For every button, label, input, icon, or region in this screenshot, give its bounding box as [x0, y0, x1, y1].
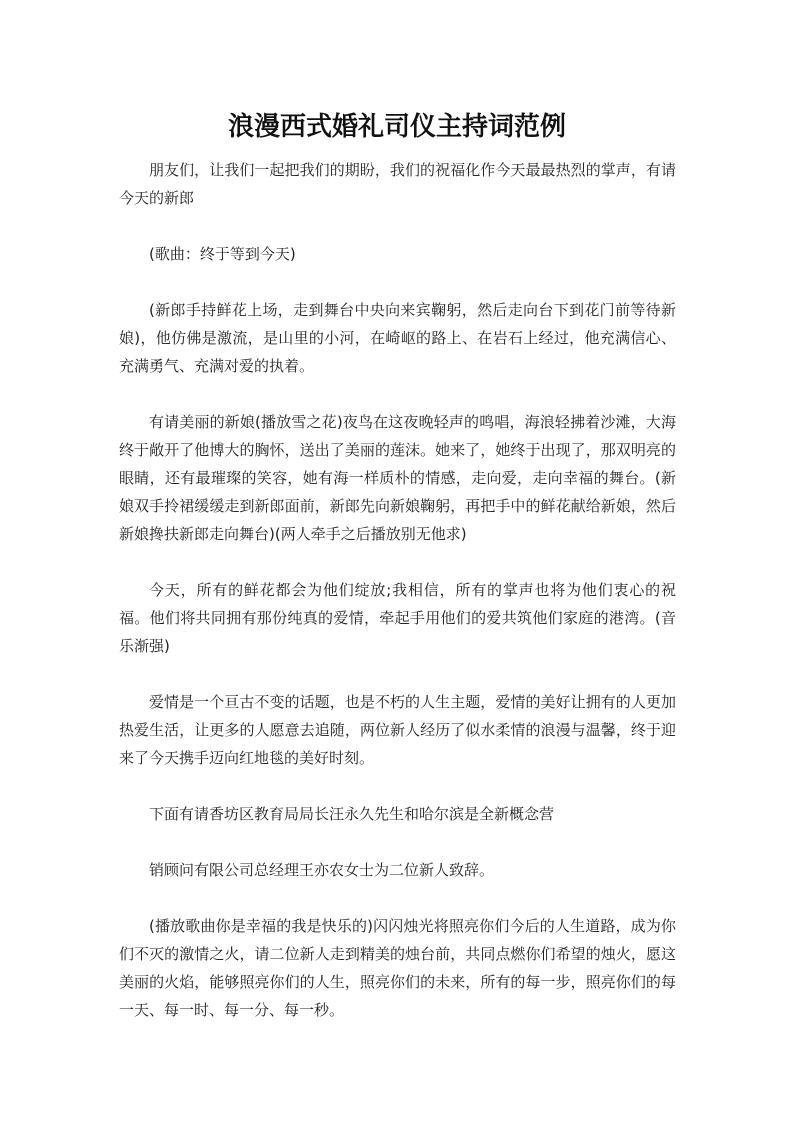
paragraph: (播放歌曲你是幸福的我是快乐的)闪闪烛光将照亮你们今后的人生道路，成为你们不灭的激情之火，请二位新人走到精美的烛台前，共同点燃你们希望的烛火，愿这美丽的火焰，能够照亮你们的人生，照亮你们的未来，所有的每一步，照亮你们的每一天、每一时、每一分、每一秒。: [119, 917, 676, 1019]
paragraph: 朋友们，让我们一起把我们的期盼，我们的祝福化作今天最最热烈的掌声，有请今天的新郎: [119, 161, 676, 207]
paragraph: 今天，所有的鲜花都会为他们绽放;我相信，所有的掌声也将为他们衷心的祝福。他们将共同拥有那份纯真的爱情，牵起手用他们的爱共筑他们家庭的港湾。(音乐渐强): [119, 581, 676, 655]
document-title: 浪漫西式婚礼司仪主持词范例: [227, 112, 566, 142]
paragraph: 爱情是一个亘古不变的话题，也是不朽的人生主题，爱情的美好让拥有的人更加热爱生活，让更多的人愿意去追随，两位新人经历了似水柔情的浪漫与温馨，终于迎来了今天携手迈向红地毯的美好时刻。: [119, 693, 676, 767]
paragraph: 销顾问有限公司总经理王亦农女士为二位新人致辞。: [149, 861, 495, 879]
paragraph: (新郎手持鲜花上场，走到舞台中央向来宾鞠躬，然后走向台下到花门前等待新娘)，他仿佛是激流，是山里的小河，在崎岖的路上、在岩石上经过，他充满信心、充满勇气、充满对爱的执着。: [119, 301, 676, 375]
document-body: [119, 156, 676, 1052]
paragraph: 下面有请香坊区教育局局长汪永久先生和哈尔滨是全新概念营: [149, 805, 555, 823]
paragraph: 有请美丽的新娘(播放雪之花)夜鸟在这夜晚轻声的鸣唱，海浪轻拂着沙滩，大海终于敞开了他博大的胸怀，送出了美丽的莲沫。她来了，她终于出现了，那双明亮的眼睛，还有最璀璨的笑容，她有海一样质朴的情感，走向爱，走向幸福的舞台。(新娘双手拎裙缓缓走到新郎面前，新郎先向新娘鞠躬，再把手中的鲜花献给新娘，然后新娘搀扶新郎走向舞台)(两人牵手之后播放别无他求): [119, 413, 676, 543]
paragraph: (歌曲：终于等到今天): [149, 245, 296, 263]
